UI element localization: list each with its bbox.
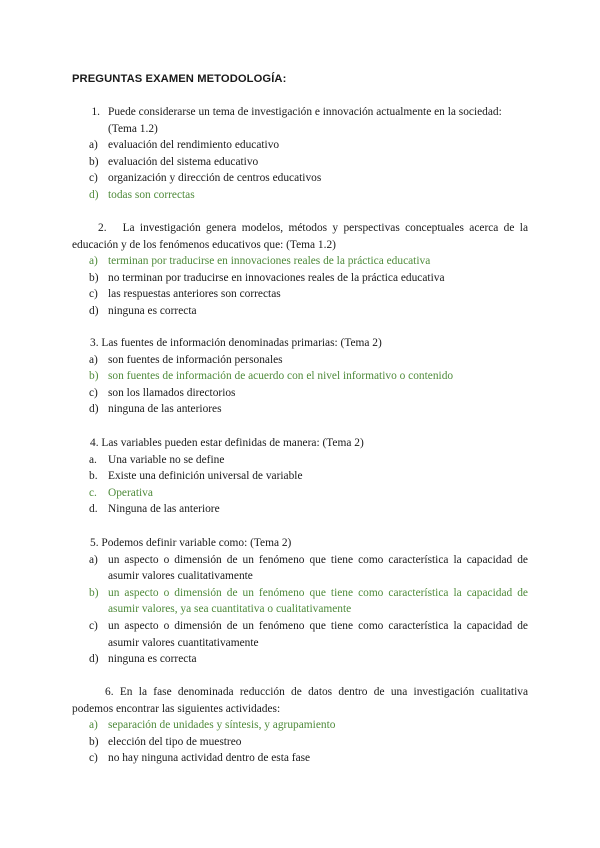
question-number: 6. <box>105 686 114 698</box>
option-c: c) son los llamados directorios <box>89 386 236 399</box>
option-a-correct: a) terminan por traducirse en innovaciones reales de la práctica educativa <box>89 255 431 268</box>
option-b-correct: b) son fuentes de información de acuerdo con el nivel informativo o contenido <box>89 370 454 383</box>
question-text-line-2: (Tema 1.2) <box>108 122 158 135</box>
question-3 <box>72 335 528 418</box>
question-4 <box>72 435 528 518</box>
option-d: d) ninguna de las anteriores <box>89 403 222 416</box>
document-title: PREGUNTAS EXAMEN METODOLOGÍA: <box>72 73 287 85</box>
question-text: 6. En la fase denominada reducción de datos dentro de una investigación cualitativa podemos encontrar las siguientes actividades: <box>72 686 529 715</box>
option-b: b) no terminan por traducirse en innovaciones reales de la práctica educativa <box>89 271 445 284</box>
question-text-line-1: Puede considerarse un tema de investigación e innovación actualmente en la sociedad: <box>108 106 502 118</box>
question-text: 2. La investigación genera modelos, métodos y perspectivas conceptuales acerca de la educación y de los fenómenos educativos que: (Tema 1.2) <box>72 222 528 251</box>
options-list <box>72 452 528 518</box>
question-5 <box>72 535 528 668</box>
options-list <box>72 253 528 319</box>
question-text: 5. Podemos definir variable como: (Tema 2) <box>90 537 292 549</box>
option-d-correct: d) todas son correctas <box>89 188 195 201</box>
question-number: 1. <box>91 106 100 118</box>
question-text <box>72 104 528 137</box>
question-1 <box>72 104 528 204</box>
option-c: c) las respuestas anteriores son correctas <box>89 288 281 301</box>
question-text: 3. Las fuentes de información denominadas primarias: (Tema 2) <box>90 337 382 349</box>
option-b-correct: b) un aspecto o dimensión de un fenómeno que tiene como característica la capacidad de asumir valores, ya sea cuantitativa o cualitativamente <box>89 586 528 616</box>
question-number: 5. <box>90 537 99 549</box>
options-list <box>72 552 528 668</box>
options-list <box>72 352 528 418</box>
option-c: c) organización y dirección de centros educativos <box>89 172 322 185</box>
option-b: b. Existe una definición universal de variable <box>89 470 303 483</box>
option-a: a) un aspecto o dimensión de un fenómeno que tiene como característica la capacidad de asumir valores cualitativamente <box>89 553 528 583</box>
question-number: 2. <box>98 222 107 234</box>
options-list <box>72 717 528 767</box>
option-d: d) ninguna es correcta <box>89 304 197 317</box>
question-number: 4. <box>90 437 99 449</box>
option-c: c) un aspecto o dimensión de un fenómeno que tiene como característica la capacidad de asumir valores cuantitativamente <box>89 619 528 649</box>
question-number: 3. <box>90 337 99 349</box>
option-c-correct: c. Operativa <box>89 486 153 499</box>
option-a-correct: a) separación de unidades y síntesis, y agrupamiento <box>89 719 336 732</box>
question-text: 4. Las variables pueden estar definidas de manera: (Tema 2) <box>90 437 364 449</box>
option-b: b) elección del tipo de muestreo <box>89 735 242 748</box>
option-a: a. Una variable no se define <box>89 453 225 466</box>
option-a: a) son fuentes de información personales <box>89 353 283 366</box>
option-a: a) evaluación del rendimiento educativo <box>89 139 280 152</box>
question-2 <box>72 220 528 320</box>
options-list <box>72 137 528 203</box>
option-d: d. Ninguna de las anteriore <box>89 503 220 516</box>
option-b: b) evaluación del sistema educativo <box>89 155 259 168</box>
option-d: d) ninguna es correcta <box>89 653 197 666</box>
option-c: c) no hay ninguna actividad dentro de esta fase <box>89 752 311 765</box>
question-6 <box>72 684 528 767</box>
